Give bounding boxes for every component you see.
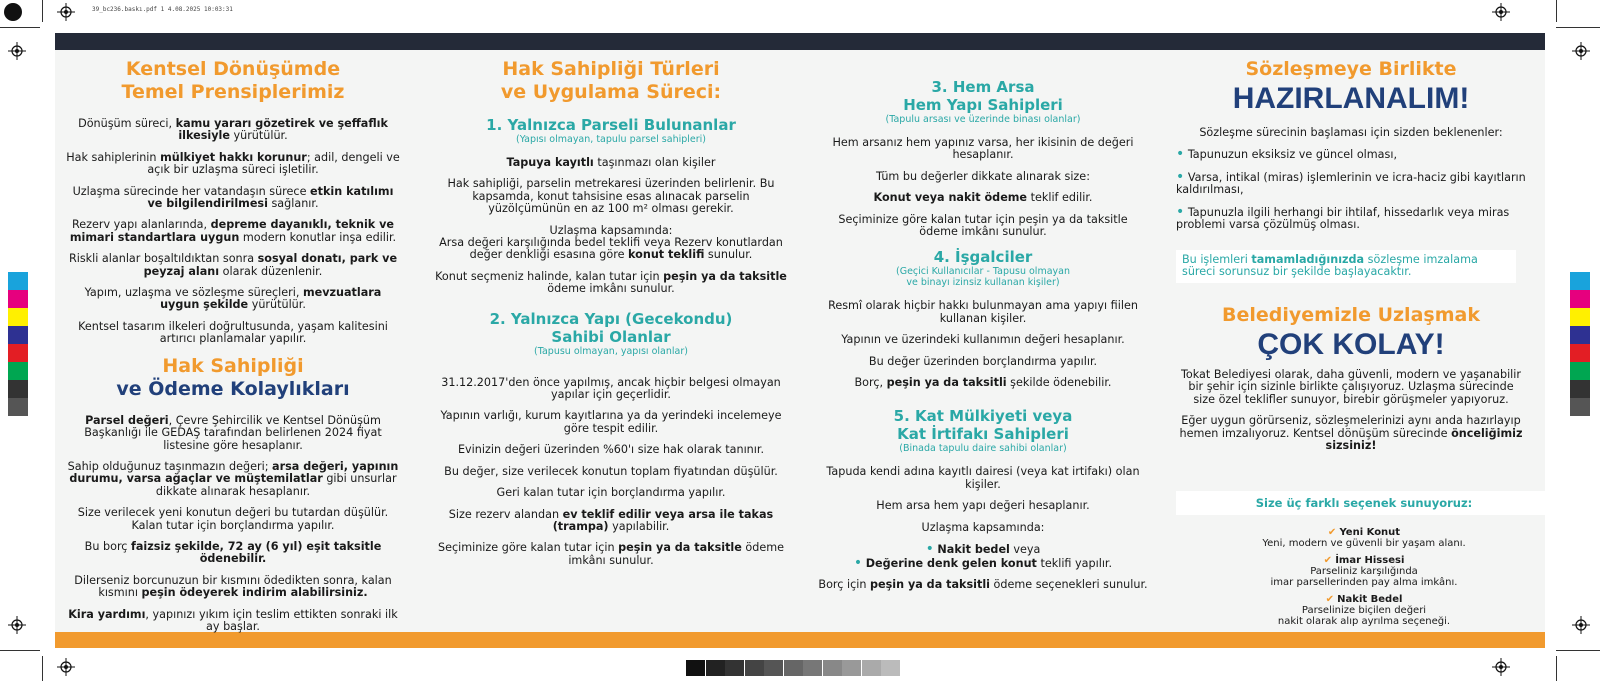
- paragraph: Borç, peşin ya da taksitli şekilde ödenebilir.: [854, 376, 1112, 390]
- paragraph: Dönüşüm süreci, kamu yararı gözetirek ve şeffaflık ilkesiyle yürütülür.: [78, 117, 388, 143]
- crop-line: [42, 656, 43, 681]
- paragraph: Size verilecek yeni konutun değeri bu tutardan düşülür. Kalan tutar için borçlandırma yapılır.: [77, 506, 389, 532]
- paragraph: Konut veya nakit ödeme teklif edilir.: [873, 191, 1093, 205]
- bullet-icon: •: [853, 554, 863, 571]
- color-swatch: [1570, 398, 1590, 416]
- paragraph: Seçiminize göre kalan tutar için peşin ya da taksitle ödeme imkânı sunulur.: [838, 212, 1128, 239]
- top-band: [55, 33, 1545, 50]
- section-5-title-2: Kat İrtifakı Sahipleri: [897, 425, 1069, 444]
- color-swatch: [1570, 272, 1590, 290]
- gray-step: [803, 660, 822, 676]
- options-banner: Size üç farklı seçenek sunuyoruz:: [1176, 491, 1552, 515]
- crop-line: [1556, 0, 1557, 22]
- paragraph: Bu borç faizsiz şekilde, 72 ay (6 yıl) eşit taksitle ödenebilir.: [84, 539, 382, 566]
- gray-step: [725, 660, 744, 676]
- paragraph: Borç için peşin ya da taksitli ödeme seçenekleri sunulur.: [818, 577, 1148, 591]
- paragraph: Sahip olduğunuz taşınmazın değeri; arsa değeri, yapının durumu, varsa ağaçlar ve müştemilatlar gibi unsurlar dikkate alınarak hesaplanır.: [67, 459, 399, 498]
- paragraph: Evinizin değeri üzerinden %60'ı size hak olarak tanınır.: [457, 443, 765, 457]
- paragraph: Eğer uygun görürseniz, sözleşmelerinizi aynı anda hazırlayıp hemen imzalıyoruz. Kentsel dönüşüm sürecinde önceliğimiz sizsiniz!: [1179, 414, 1523, 453]
- bullet-item: • Tapunuzla ilgili herhangi bir ihtilaf, hissedarlık veya miras problemi varsa çözülmüş olması.: [1176, 203, 1510, 232]
- contract-headline: HAZIRLANALIM!: [1232, 82, 1470, 115]
- bullet-icon: •: [1176, 203, 1185, 220]
- paragraph: Riskli alanlar boşaltıldıktan sonra sosyal donatı, park ve peyzaj alanı olarak düzenlenir.: [68, 252, 398, 278]
- gray-step: [764, 660, 783, 676]
- color-swatch: [1570, 380, 1590, 398]
- section-1-subtitle: (Yapısı olmayan, tapulu parsel sahipleri): [515, 134, 707, 145]
- registration-mark-icon: [57, 3, 75, 21]
- completion-note: Bu işlemleri tamamladığınızda sözleşme imzalama süreci sorunsuz bir şekilde başlayacaktır.: [1176, 250, 1516, 283]
- paragraph: Tapuda kendi adına kayıtlı dairesi (veya kat irtifakı) olan kişiler.: [826, 465, 1140, 491]
- check-icon: ✔: [1325, 594, 1334, 605]
- bullet-item: • Değerine denk gelen konut teklifi yapılır.: [853, 554, 1113, 571]
- paragraph: Bu değer, size verilecek konutun toplam fiyatından düşülür.: [444, 464, 778, 478]
- section-2-title-2: Sahibi Olanlar: [551, 327, 671, 346]
- circle-mark-icon: [4, 3, 22, 21]
- registration-mark-icon: [1492, 3, 1510, 21]
- paragraph: Kentsel tasarım ilkeleri doğrultusunda, yaşam kalitesini artırıcı planlamalar yapılır.: [78, 319, 388, 346]
- color-swatch: [8, 272, 28, 290]
- registration-mark-icon: [57, 658, 75, 676]
- bullet-icon: •: [1176, 168, 1185, 185]
- registration-mark-icon: [1572, 616, 1590, 634]
- registration-mark-icon: [1492, 658, 1510, 676]
- column-agreement: [1176, 304, 1526, 461]
- section-1-title: 1. Yalnızca Parseli Bulunanlar: [486, 116, 736, 134]
- paragraph: Bu değer üzerinden borçlandırma yapılır.: [868, 354, 1098, 368]
- paragraph: Sözleşme sürecinin başlaması için sizden beklenenler:: [1199, 126, 1503, 139]
- color-swatch: [8, 380, 28, 398]
- section-3-subtitle: (Tapulu arsası ve üzerinde binası olanlar): [885, 114, 1081, 125]
- color-swatch: [1570, 326, 1590, 344]
- crop-line: [0, 27, 40, 28]
- agreement-title: Belediyemizle Uzlaşmak: [1222, 304, 1480, 326]
- paragraph: Hem arsa hem yapı değeri hesaplanır.: [876, 499, 1090, 513]
- paragraph: Rezerv yapı alanlarında, depreme dayanıklı, teknik ve mimari standartlara uygun modern konutlar inşa edilir.: [69, 218, 397, 244]
- section-2-title: 2. Yalnızca Yapı (Gecekondu): [489, 309, 733, 328]
- paragraph: Seçiminize göre kalan tutar için peşin ya da taksitle ödeme imkânı sunulur.: [437, 541, 785, 567]
- section-4-subtitle: (Geçici Kullanıcılar - Tapusu olmayan: [896, 266, 1070, 278]
- check-icon: ✔: [1323, 555, 1333, 566]
- paragraph: Resmî olarak hiçbir hakkı bulunmayan ama yapıyı fiilen kullanan kişiler.: [828, 299, 1138, 325]
- crop-line: [42, 0, 43, 22]
- paragraph: Dilerseniz borcunuzun bir kısmını ödedikten sonra, kalan kısmını peşin ödeyerek indirim alabilirsiniz.: [74, 573, 392, 600]
- gray-step: [686, 660, 705, 676]
- paragraph: Yapım, uzlaşma ve sözleşme süreçleri, mevzuatlara uygun şekilde yürütülür.: [84, 286, 382, 312]
- check-icon: ✔: [1327, 527, 1337, 538]
- crop-line: [1556, 650, 1600, 651]
- color-swatch: [1570, 362, 1590, 380]
- paragraph: Yapının varlığı, kurum kayıtlarına ya da yerindeki incelemeye göre tespit edilir.: [440, 409, 782, 435]
- color-swatch: [8, 326, 28, 344]
- column-owner-types: [818, 78, 1148, 600]
- column-rights-types: [435, 58, 787, 576]
- option-zoning-share: ✔ İmar Hissesi Parseliniz karşılığında imar parsellerinden pay alma imkânı.: [1270, 555, 1458, 588]
- types-title: Hak Sahipliği Türleri: [502, 58, 720, 80]
- column-principles: [65, 58, 401, 642]
- agreement-headline: ÇOK KOLAY!: [1257, 328, 1445, 361]
- bullet-item: • Tapunuzun eksiksiz ve güncel olması,: [1176, 146, 1398, 163]
- bullet-icon: •: [925, 541, 934, 558]
- paragraph: 31.12.2017'den önce yapılmış, ancak hiçbir belgesi olmayan yapılar için geçerlidir.: [441, 375, 781, 402]
- paragraph: Size rezerv alandan ev teklif edilir veya arsa ile takas (trampa) yapılabilir.: [448, 507, 774, 533]
- paragraph: Hak sahiplerinin mülkiyet hakkı korunur; adil, dengeli ve açık bir uzlaşma süreci işletilir.: [66, 150, 400, 177]
- gray-step: [881, 660, 900, 676]
- color-swatch: [8, 398, 28, 416]
- paragraph: Uzlaşma kapsamında: Arsa değeri karşılığında bedel teklifi veya Rezerv konutlardan değer denkliği esasına göre konut teklifi sunulur.: [439, 223, 783, 262]
- contract-title: Sözleşmeye Birlikte: [1245, 58, 1457, 80]
- rights-title-2: ve Ödeme Kolaylıkları: [116, 377, 350, 400]
- options-list: [1176, 527, 1552, 633]
- color-swatch: [8, 290, 28, 308]
- file-slug: 39_bc236.baskı.pdf 1 4.08.2025 10:03:31: [92, 6, 233, 13]
- color-swatch: [8, 308, 28, 326]
- principles-title-2: Temel Prensiplerimiz: [121, 81, 345, 103]
- gray-step: [862, 660, 881, 676]
- registration-mark-icon: [8, 616, 26, 634]
- principles-title: Kentsel Dönüşümde: [125, 58, 341, 80]
- option-cash: ✔ Nakit Bedel Parselinize biçilen değeri nakit olarak alıp ayrılma seçeneği.: [1277, 594, 1451, 627]
- section-3-title: 3. Hem Arsa: [931, 78, 1035, 96]
- color-swatch: [1570, 308, 1590, 326]
- color-swatch: [8, 344, 28, 362]
- paragraph: Uzlaşma sürecinde her vatandaşın sürece etkin katılımı ve bilgilendirilmesi sağlanır.: [72, 184, 394, 211]
- paragraph: Yapının ve üzerindeki kullanımın değeri hesaplanır.: [841, 333, 1125, 347]
- color-swatch: [1570, 344, 1590, 362]
- paragraph: Uzlaşma kapsamında:: [921, 520, 1045, 534]
- paragraph: Tokat Belediyesi olarak, daha güvenli, modern ve yaşanabilir bir şehir için sizinle birlikte çalışıyoruz. Uzlaşma sürecinde size özel teklifler sunuyor, birebir görüşmeler yapıyoruz.: [1180, 368, 1521, 406]
- section-5-title: 5. Kat Mülkiyeti veya: [893, 407, 1073, 426]
- gray-step: [842, 660, 861, 676]
- registration-mark-icon: [1572, 42, 1590, 60]
- types-title-2: ve Uygulama Süreci:: [500, 81, 722, 103]
- paragraph: Hak sahipliği, parselin metrekaresi üzerinden belirlenir. Bu kapsamda, konut tahsisine esas alınacak parselin yüzölçümünün en az 100 m² olması gerekir.: [447, 177, 775, 216]
- paragraph: Hem arsanız hem yapınız varsa, her ikisinin de değeri hesaplanır.: [832, 136, 1134, 162]
- section-4-subtitle-2: ve binayı izinsiz kullanan kişiler): [906, 277, 1060, 289]
- crop-line: [1556, 656, 1557, 681]
- paragraph: Parsel değeri, Çevre Şehircilik ve Kentsel Dönüşüm Başkanlığı ile GEDAŞ tarafından belirlenen 2024 fiyat listesine göre hesaplanır.: [84, 413, 382, 452]
- paragraph: Konut seçmeniz halinde, kalan tutar için peşin ya da taksitle ödeme imkânı sunulur.: [435, 269, 787, 296]
- bullet-item: • Varsa, intikal (miras) işlemlerinin ve icra-haciz gibi kayıtların kaldırılması,: [1176, 168, 1526, 197]
- gray-step: [784, 660, 803, 676]
- paragraph: Geri kalan tutar için borçlandırma yapılır.: [496, 486, 726, 500]
- section-3-title-2: Hem Yapı Sahipleri: [903, 96, 1063, 114]
- gray-step: [823, 660, 842, 676]
- rights-title: Hak Sahipliği: [162, 354, 304, 377]
- crop-line: [1556, 27, 1600, 28]
- gray-step: [745, 660, 764, 676]
- color-swatch: [1570, 290, 1590, 308]
- paragraph: Kira yardımı, yapınızı yıkım için teslim ettikten sonraki ilk ay başlar.: [68, 607, 398, 633]
- column-contract: [1176, 58, 1526, 240]
- registration-mark-icon: [8, 42, 26, 60]
- paragraph: Tüm bu değerler dikkate alınarak size:: [876, 169, 1090, 183]
- gray-step: [706, 660, 725, 676]
- section-5-subtitle: (Binada tapulu daire sahibi olanlar): [899, 443, 1067, 455]
- color-swatch: [8, 362, 28, 380]
- paragraph: Tapuya kayıtlı taşınmazı olan kişiler: [506, 156, 716, 169]
- option-new-home: ✔ Yeni Konut Yeni, modern ve güvenli bir yaşam alanı.: [1262, 527, 1466, 549]
- bullet-item: • Nakit bedel veya: [925, 541, 1041, 558]
- section-4-title: 4. İşgalciler: [933, 248, 1033, 267]
- crop-line: [0, 650, 40, 651]
- bullet-icon: •: [1176, 146, 1185, 163]
- section-2-subtitle: (Tapusu olmayan, yapısı olanlar): [534, 345, 688, 357]
